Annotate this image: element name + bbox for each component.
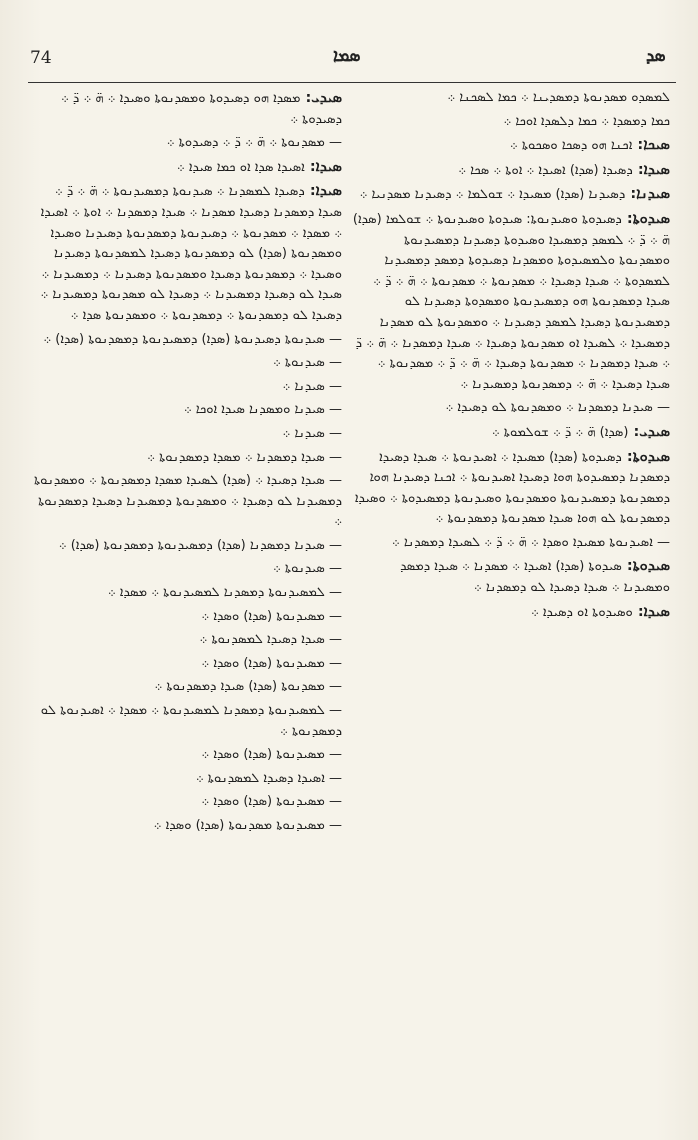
entry-text: ܣܝܕܢܐ ܕܡܣܕܢܐ ܀ ܘܡܣܕܢܘܬܐ ܠܘ ܕܣܝܕܐ ܀ [445, 400, 653, 416]
page-header [0, 46, 698, 76]
entry-text: ܡܣܝܕܢܘܬܐ (ܣܕܐ) ܘܣܕܐ ܀ [201, 747, 325, 763]
entry-text: ܡܣܕܢܘܬܐ (ܣܕܐ) ܣܝܕܐ ܕܡܣܕܢܘܬܐ ܀ [154, 679, 325, 695]
sub-entry-dash: — [324, 655, 342, 671]
sub-entry-dash: — [324, 449, 342, 465]
dictionary-entry [30, 536, 342, 557]
dictionary-entry [350, 556, 670, 598]
dictionary-entry [30, 377, 342, 398]
headword: ܣܝܕܐ: [632, 161, 670, 178]
dictionary-entry [350, 184, 670, 206]
header-rule [28, 82, 676, 83]
dictionary-entry [30, 816, 342, 837]
dictionary-entry [30, 583, 342, 604]
sub-entry-dash: — [652, 400, 670, 416]
sub-entry-dash: — [324, 561, 342, 577]
entry-text: ܐܟܢܐ ܗܘ ܕܣܟܐ ܘܣܟܘܬܐ ܀ [509, 138, 633, 154]
dictionary-entry [30, 400, 342, 421]
page-number: 74 [30, 48, 52, 68]
entry-text: ܡܣܝܕܢܘܬܐ (ܣܕܐ) ܘܣܕܐ ܀ [201, 608, 325, 624]
entry-text: ܣܝܕܘܬܐ (ܣܕܐ) ܐܣܝܕܐ ܀ ܡܣܕܢܐ ܀ ܣܝܕܐ ܕܡܣܕ ܘܡܣܝܕܢܐ ܀ ܣܝܕܐ ܕܣܝܕܐ ܠܘ ܕܡܣܕܢܐ ܀ [400, 559, 670, 596]
left-column [30, 88, 342, 840]
sub-entry-dash: — [324, 135, 342, 151]
entry-text: ܣܝܕܢܘܬܐ ܀ [272, 355, 325, 371]
entry-text: ܡܣܕܢܘܬܐ ܀ ܗ̈ ܀ ܕ̈ ܀ ܕܣܝܕܘܬܐ ܀ [166, 135, 325, 151]
entry-text: ܣܝܕܐ ܕܣܝܕܐ ܀ (ܣܕܐ) ܠܣܝܕܐ ܡܣܕܐ ܕܡܣܕܢܘܬܐ ܀ ܘܡܣܕܢܘܬܐ ܕܡܣܝܕܢܐ ܠܘ ܕܣܝܕܐ ܀ ܘܡܣܕܢܘܬܐ ܕܡܣܝܕܢܐ ܕܣܝܕܐ ܕܡܣܕܢܘܬܐ ܀ [33, 473, 342, 530]
sub-entry-dash: — [324, 770, 342, 786]
entry-text: ܠܡܣܝܕܢܘܬܐ ܕܡܣܕܢܐ ܠܡܣܝܕܢܘܬܐ ܀ ܡܣܕܐ ܀ [107, 585, 325, 601]
dictionary-entry [30, 792, 342, 813]
headword: ܣܝܕܐ: [304, 183, 342, 200]
dictionary-entry [350, 533, 670, 554]
entry-text: ܡܣܕܐ ܗܘ ܕܣܝܕܘܬܐ ܘܡܣܕܢܘܬܐ ܘܣܝܕܐ ܀ ܗ̈ ܀ ܕ̈ ܀ ܕܣܝܕܘܬܐ ܀ [60, 91, 342, 127]
entry-text: ܟܡܐ ܕܡܣܕܐ ܀ ܟܡܐ ܕܠܣܕܐ ܐܘܟܐ ܀ [503, 113, 670, 129]
sub-entry-dash: — [324, 331, 342, 347]
dictionary-entry [350, 447, 670, 530]
headword: ܣܝܟܐ: [632, 137, 670, 154]
entry-text: ܡܣܝܕܢܘܬܐ ܡܣܕܢܘܬܐ (ܣܕܐ) ܘܣܕܐ ܀ [153, 818, 325, 833]
entry-text: ܕܣܝܕܐ (ܣܕܐ) ܐܣܝܕܐ ܀ ܐܘܬܐ ܀ ܣܟܐ ܀ [458, 162, 633, 178]
entry-text: ܣܝܕܢܐ ܀ [282, 378, 325, 394]
dictionary-entry [30, 654, 342, 675]
dictionary-entry [30, 769, 342, 790]
entry-text: ܠܡܣܝܕܢܘܬܐ ܕܡܣܕܢܐ ܠܡܣܝܕܢܘܬܐ ܀ ܡܣܕܐ ܀ ܐܣܝܕܢܘܬܐ ܠܘ ܕܡܣܕܢܘܬܐ ܀ [40, 703, 342, 739]
entry-text: ܐܣܝܕܢܘܬܐ ܡܣܝܕܐ ܘܣܕܐ ܀ ܗ̈ ܀ ܕ̈ ܀ ܠܣܝܕܐ ܕܡܣܕܢܐ ܀ [391, 534, 653, 550]
dictionary-entry [30, 448, 342, 469]
entry-text: ܣܝܕܐ ܕܡܣܕܢܐ ܀ ܡܣܕܐ ܕܡܣܕܢܘܬܐ ܀ [147, 449, 325, 465]
dictionary-entry [350, 602, 670, 624]
dictionary-entry [30, 353, 342, 374]
dictionary-entry [30, 133, 342, 154]
dictionary-entry [30, 607, 342, 628]
sub-entry-dash: — [324, 402, 342, 418]
entry-text: ܕܣܝܕܘܬܐ ܘܣܝܕܢܘܬܐ: ܣܝܕܘܬܐ ܘܣܝܕܢܘܬܐ ܀ ܫܘܠܡܐ (ܣܕܐ) ܗ̈ ܀ ܕ̈ ܀ ܠܡܣܕ ܕܡܣܝܕܐ ܘܣܝܕܘܬܐ ܕܣܝܕܢܐ ܕܡܣܝܕܢܘܬܐ ܘܡܣܕܢܘܬܐ ܘܠܡܣܝܕܘܬܐ ܘܡܣܕܢܐ ܕܣܝܕܘܬܐ ܕܡܣܕ ܕܡܣܝܕܢܐ ܠܡܣܕܘܬܐ ܀ ܣܝܕܐ ܕܣܝܕܐ ܀ ܡܣܕܢܘܬܐ ܀ ܡܣܕܢܘܬܐ ܀ ܗ̈ ܀ ܕ̈ ܀ ܣܝܕܐ ܕܡܣܕܢܘܬܐ ܗܘ ܕܡܣܝܕܢܘܬܐ ܘܡܣܕܘܬܐ ܕܣܝܕܢܐ ܠܘ ܕܡܣܝܕܢܘܬܐ ܕܣܝܕܐ ܠܡܣܕ ܕܣܝܕܢܐ ܀ ܘܡܣܕܢܘܬܐ ܠܘ ܡܣܕܢܐ ܕܡܣܝܕܐ ܀ ܠܣܝܕܐ ܐܘ ܡܣܕܢܘܬܐ ܕܣܝܕܐ ܀ ܣܝܕܐ ܕܡܣܕܢܐ ܀ ܗ̈ ܀ ܕ̈ ܀ ܣܝܕܐ ܕܡܣܕܢܐ ܀ ܡܣܕܢܘܬܐ ܕܣܝܕܐ ܀ ܗ̈ ܀ ܕ̈ ܀ ܡܣܕܢܘܬܐ ܀ ܣܝܕܐ ܕܣܝܕܐ ܀ ܗ̈ ܀ ܕܡܣܕܢܘܬܐ ܕܡܣܝܕܢܐ ܀ [352, 211, 670, 392]
sub-entry-dash: — [324, 747, 342, 763]
entry-text: ܐܣܝܕܐ ܣܕܐ ܐܘ ܟܡܐ ܣܝܕܐ ܀ [176, 159, 305, 175]
running-head-right: ܣܕ [646, 46, 666, 66]
sub-entry-dash: — [324, 794, 342, 810]
dictionary-entry [350, 209, 670, 395]
entry-text: ܣܝܕܢܐ ܕܡܣܕܢܐ (ܣܕܐ) ܕܡܣܝܕܢܘܬܐ ܕܡܣܕܢܘܬܐ (ܣܕܐ) ܀ [58, 537, 325, 553]
sub-entry-dash: — [324, 425, 342, 441]
dictionary-entry [30, 630, 342, 651]
sub-entry-dash: — [324, 537, 342, 553]
dictionary-entry [350, 112, 670, 133]
entry-text: ܣܝܕܢܐ ܘܡܣܕܢܐ ܣܝܕܐ ܐܘܟܐ ܀ [183, 402, 325, 418]
dictionary-entry [350, 160, 670, 182]
running-head-left: ܣܡܐ [333, 46, 361, 66]
entry-text: ܘܣܝܕܘܬܐ ܐܘ ܕܣܝܕܐ ܀ [530, 604, 633, 620]
headword: ܣܝܕܘܬܐ: [621, 558, 670, 575]
dictionary-entry [30, 677, 342, 698]
headword: ܣܝܕܘܬܐ: [621, 448, 670, 465]
dictionary-entry [350, 422, 670, 444]
dictionary-entry [30, 745, 342, 766]
headword: ܣܝܕܐ: [632, 603, 670, 620]
entry-text: ܐܣܝܕܐ ܕܣܝܕܐ ܠܡܣܕܢܘܬܐ ܀ [195, 770, 325, 786]
entry-text: ܡܣܝܕܢܘܬܐ (ܣܕܐ) ܘܣܕܐ ܀ [201, 655, 325, 671]
entry-text: ܕܣܝܕܢܐ (ܣܕܐ) ܡܣܝܕܐ ܀ ܫܘܠܡܐ ܀ ܕܣܝܕܢܐ ܡܣܕܢܝܐ ܀ [359, 187, 626, 203]
entry-text: ܡܣܝܕܢܘܬܐ (ܣܕܐ) ܘܣܕܐ ܀ [201, 794, 325, 810]
headword: ܣܝܕܝ: [300, 90, 342, 106]
sub-entry-dash: — [324, 608, 342, 624]
entry-text: ܣܝܕܐ ܕܣܝܕܐ ܠܡܣܕܢܘܬܐ ܀ [199, 632, 325, 648]
entry-text: ܣܝܕܢܐ ܀ [282, 425, 325, 441]
sub-entry-dash: — [324, 355, 342, 371]
dictionary-entry [350, 398, 670, 419]
sub-entry-dash: — [324, 585, 342, 601]
headword: ܣܝܕܐ: [304, 158, 342, 175]
dictionary-entry [30, 330, 342, 351]
entry-text: ܣܝܕܢܘܬܐ ܕܣܝܕܢܘܬܐ (ܣܕܐ) ܕܡܣܝܕܢܘܬܐ ܕܡܣܕܢܘܬܐ (ܣܕܐ) ܀ [43, 331, 325, 347]
dictionary-entry [30, 88, 342, 130]
dictionary-entry [350, 88, 670, 109]
dictionary-entry [30, 471, 342, 533]
entry-text: (ܣܕܐ) ܗ̈ ܀ ܕ̈ ܀ ܫܘܠܡܘܬܐ ܀ [491, 424, 629, 440]
sub-entry-dash: — [324, 378, 342, 394]
sub-entry-dash: — [324, 818, 342, 833]
sub-entry-dash: — [324, 679, 342, 695]
sub-entry-dash: — [324, 473, 342, 489]
headword: ܣܝܕܢܐ: [625, 186, 670, 203]
entry-text: ܕܣܝܕܘܬܐ (ܣܕܐ) ܡܣܝܕܐ ܀ ܐܣܝܕܢܘܬܐ ܀ ܣܝܕܐ ܕܣܝܕܐ ܕܡܣܕܢܐ ܕܡܣܝܕܘܬܐ ܗܘܐ ܕܣܝܕܐ ܐܣܝܕܢܘܬܐ ܀ ܐܟܢܐ ܕܣܝܕܢܐ ܗܘܐ ܕܡܣܕܢܘܬܐ ܕܡܣܝܕܢܘܬܐ ܘܡܣܕܢܘܬܐ ܘܣܝܕܢܘܬܐ ܕܡܣܝܕܘܬܐ ܀ ܘܣܝܕܐ ܕܡܣܕܢܘܬܐ ܠܘ ܗܘܐ ܣܝܕܐ ܡܣܕܢܘܬܐ ܕܡܣܕܢܘܬܐ ܀ [354, 449, 670, 527]
dictionary-entry [350, 135, 670, 157]
dictionary-entry [30, 181, 342, 326]
entry-text: ܠܡܣܕܘ ܡܣܕܢܘܬܐ ܕܡܣܕܝܢܐ ܀ ܟܡܐ ܠܣܟܢܐ ܀ [447, 90, 670, 105]
dictionary-entry [30, 559, 342, 580]
entry-text: ܕܣܝܕܐ ܠܡܣܕܢܐ ܀ ܣܝܕܢܘܬܐ ܕܡܣܝܕܢܘܬܐ ܀ ܗ̈ ܀ ܕ̈ ܀ ܣܝܕܐ ܕܡܣܕܢܐ ܕܣܝܕܐ ܡܣܕܢܐ ܀ ܣܝܕܐ ܕܡܣܕܢܐ ܀ ܐܘܬܐ ܀ ܐܣܝܕܐ ܀ ܡܣܕܐ ܀ ܡܣܕܢܘܬܐ ܀ ܕܣܝܕܢܘܬܐ ܕܡܣܕܢܘܬܐ ܕܣܝܕܢܐ ܘܣܝܕܐ ܘܡܣܕܢܘܬܐ (ܣܕܐ) ܠܘ ܕܡܣܕܢܘܬܐ ܕܣܝܕܐ ܠܡܣܕܢܘܬܐ ܕܣܝܕܢܐ ܘܣܝܕܐ ܀ ܕܡܣܕܢܘܬܐ ܕܣܝܕܐ ܘܡܣܕܢܘܬܐ ܕܣܝܕܢܐ ܀ ܕܡܣܝܕܢܐ ܀ ܣܝܕܐ ܠܘ ܕܣܝܕܐ ܕܡܣܝܕܢܐ ܀ ܕܣܝܕܐ ܠܘ ܡܣܕܢܘܬܐ ܕܡܣܝܕܢܐ ܀ ܕܣܝܕܐ ܠܘ ܕܡܣܕܢܘܬܐ ܀ ܕܡܣܕܢܘܬܐ ܀ ܘܡܣܕܢܘܬܐ ܣܕܐ ܀ [40, 184, 342, 323]
entry-text: ܣܝܕܢܘܬܐ ܀ [272, 561, 325, 577]
dictionary-entry [30, 424, 342, 445]
sub-entry-dash: — [324, 703, 342, 719]
sub-entry-dash: — [324, 632, 342, 648]
right-column [350, 88, 670, 626]
headword: ܣܝܕܝ: [628, 423, 670, 440]
dictionary-entry [30, 157, 342, 179]
headword: ܣܝܕܘܬܐ: [621, 210, 670, 227]
dictionary-entry [30, 701, 342, 742]
sub-entry-dash: — [652, 534, 670, 550]
